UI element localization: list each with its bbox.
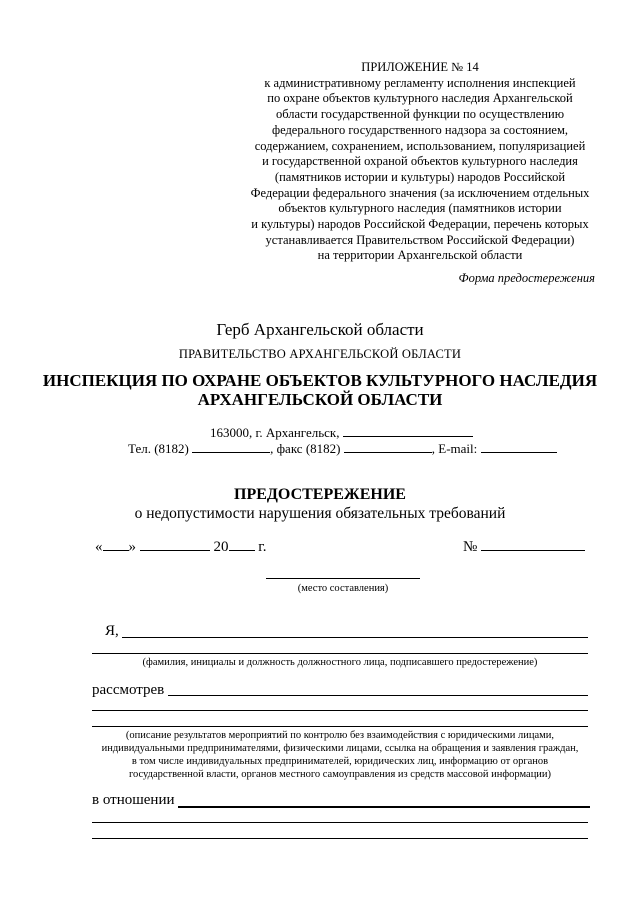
considered-field-line3[interactable] <box>92 726 588 727</box>
considered-caption-line: индивидуальными предпринимателями, физическими лицами, ссылка на обращения и заявления граждан, <box>101 743 579 754</box>
considered-field[interactable] <box>168 695 588 696</box>
number-field[interactable] <box>481 538 585 551</box>
official-field-line2[interactable] <box>92 653 588 654</box>
considered-caption <box>88 729 592 781</box>
regarding-field-line3[interactable] <box>92 838 588 839</box>
number-row <box>463 538 585 556</box>
year-prefix: 20 <box>213 539 229 555</box>
year-suffix: г. <box>258 539 267 555</box>
official-field[interactable] <box>122 637 588 638</box>
email-label: , E-mail: <box>431 441 478 456</box>
tel-field[interactable] <box>192 440 270 453</box>
considered-label: рассмотрев <box>92 682 165 698</box>
appendix-block <box>235 60 605 264</box>
year-field[interactable] <box>229 538 255 551</box>
appendix-line: объектов культурного наследия (памятников истории <box>278 201 562 216</box>
official-caption: (фамилия, инициалы и должность должностного лица, подписавшего предостережение) <box>142 657 538 668</box>
appendix-line: федерального государственного надзора за состоянием, <box>271 122 569 137</box>
official-label: Я, <box>105 623 119 639</box>
appendix-line: и государственной охраной объектов культурного наследия <box>262 154 578 169</box>
appendix-line: и культуры) народов Российской Федерации, перечень которых <box>251 217 589 232</box>
form-type-label: Форма предостережения <box>458 271 595 285</box>
appendix-line: (памятников истории и культуры) народов Российской <box>274 169 566 184</box>
inspection-name-line2: АРХАНГЕЛЬСКОЙ ОБЛАСТИ <box>197 390 443 409</box>
address-line <box>210 424 473 441</box>
address-text: 163000, г. Архангельск, <box>210 425 340 440</box>
day-field[interactable] <box>103 538 129 551</box>
considered-caption-line: (описание результатов мероприятий по контролю без взаимодействия с юридическими лицами, <box>125 730 555 741</box>
fax-label: , факс (8182) <box>270 441 341 456</box>
inspection-name-line1: ИНСПЕКЦИЯ ПО ОХРАНЕ ОБЪЕКТОВ КУЛЬТУРНОГО НАСЛЕДИЯ <box>42 371 598 390</box>
considered-caption-line: в том числе индивидуальных предпринимателей, юридических лиц, информацию от органов <box>131 756 549 767</box>
contacts-line <box>128 440 557 457</box>
appendix-line: на территории Архангельской области <box>317 248 523 263</box>
considered-field-line2[interactable] <box>92 710 588 711</box>
appendix-line: Федерации федерального значения (за исключением отдельных <box>250 185 590 200</box>
number-label: № <box>463 539 478 555</box>
inspection-name <box>0 371 640 409</box>
regarding-field[interactable] <box>178 806 590 808</box>
email-field[interactable] <box>481 440 557 453</box>
address-field[interactable] <box>343 424 473 437</box>
place-caption: (место составления) <box>297 583 389 594</box>
government-name: ПРАВИТЕЛЬСТВО АРХАНГЕЛЬСКОЙ ОБЛАСТИ <box>178 347 462 361</box>
date-close-quote: » <box>128 539 136 555</box>
month-field[interactable] <box>140 538 210 551</box>
appendix-line: содержанием, сохранением, использованием, популяризацией <box>254 138 586 153</box>
considered-caption-line: государственной власти, органов местного самоуправления из средств массовой информации) <box>128 769 552 780</box>
appendix-line: к административному регламенту исполнения инспекцией <box>264 75 576 90</box>
tel-label: Тел. (8182) <box>128 441 189 456</box>
appendix-line: по охране объектов культурного наследия Архангельской <box>267 91 573 106</box>
warning-subtitle: о недопустимости нарушения обязательных требований <box>134 505 506 522</box>
appendix-line: области государственной функции по осуществлению <box>275 107 565 122</box>
regarding-field-line2[interactable] <box>92 822 588 823</box>
coat-of-arms-label: Герб Архангельской области <box>216 320 424 339</box>
warning-title: ПРЕДОСТЕРЕЖЕНИЕ <box>234 486 406 503</box>
appendix-line: устанавливается Правительством Российской Федерации) <box>265 232 575 247</box>
regarding-label: в отношении <box>92 792 175 808</box>
place-field[interactable] <box>266 578 420 579</box>
date-row <box>95 538 266 556</box>
date-open-quote: « <box>95 539 103 555</box>
fax-field[interactable] <box>344 440 432 453</box>
appendix-title: ПРИЛОЖЕНИЕ № 14 <box>361 60 479 74</box>
